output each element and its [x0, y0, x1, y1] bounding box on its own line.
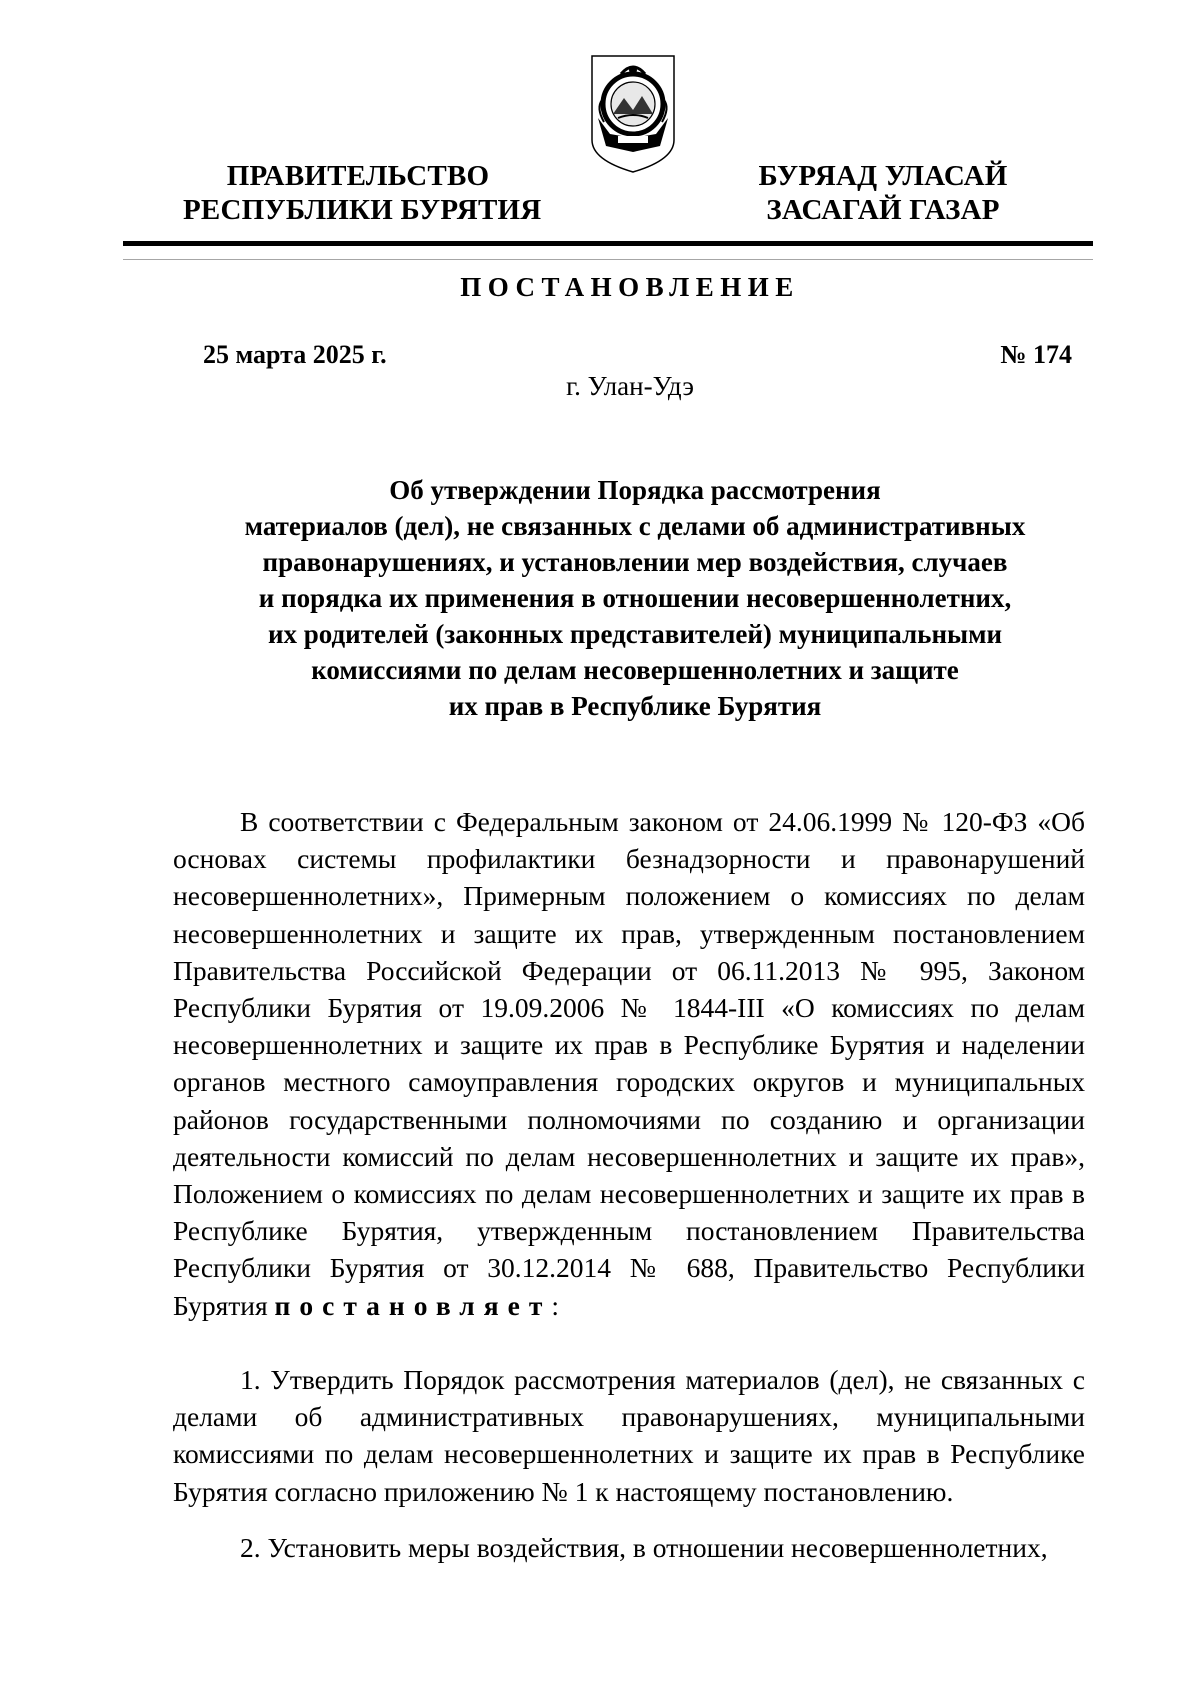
document-number: № 174 [1000, 340, 1072, 369]
title-line: их родителей (законных представителей) муниципальными [267, 619, 1003, 649]
government-name-ru [183, 159, 542, 227]
government-name-bua-line2: ЗАСАГАЙ ГАЗАР [766, 194, 1000, 226]
title-line: комиссиями по делам несовершеннолетних и защите [311, 655, 959, 685]
title-line: и порядка их применения в отношении несовершеннолетних, [258, 583, 1012, 613]
preamble-text: В соответствии с Федеральным законом от 24.06.1999 № 120-ФЗ «Об основах системы профилактики безнадзорности и правонарушений несовершеннолетних», Примерным положением о комиссиях по делам несовершеннолетних и защите их прав, утвержденным постановлением Правительства Российской Федерации от 06.11.2013 № 995, Законом Республики Бурятия от 19.09.2006 № 1844-III «О комиссиях по делам несовершеннолетних и защите их прав в Республике Бурятия и наделении органов местного самоуправления городских округов и муниципальных районов государственными полномочиями по созданию и организации деятельности комиссий по делам несовершеннолетних и защите их прав», Положением о комиссиях по делам несовершеннолетних и защите их прав в Республике Бурятия, утвержденным постановлением Правительства Республики Бурятия от 30.12.2014 № 688, Правительство Республики Бурятия [173, 806, 1085, 1321]
header-divider-thin [123, 259, 1093, 260]
coat-of-arms-icon [588, 52, 678, 176]
government-name-bua [738, 159, 1028, 227]
item-1-paragraph: 1. Утвердить Порядок рассмотрения материалов (дел), не связанных с делами об административных правонарушениях, муниципальными комиссиями по делам несовершеннолетних и защите их прав в Республике Бурятия согласно приложению № 1 к настоящему постановлению. [173, 1364, 1085, 1507]
preamble-paragraph [173, 803, 1085, 1324]
title-line: материалов (дел), не связанных с делами об административных [244, 511, 1026, 541]
title-line: Об утверждении Порядка рассмотрения [389, 475, 881, 505]
item-2-paragraph: 2. Установить меры воздействия, в отношении несовершеннолетних, [240, 1532, 1048, 1563]
title-line: правонарушениях, и установлении мер воздействия, случаев [262, 547, 1008, 577]
government-name-ru-line2: РЕСПУБЛИКИ БУРЯТИЯ [183, 194, 542, 226]
title-line: их прав в Республике Бурятия [448, 691, 822, 721]
document-type: ПОСТАНОВЛЕНИЕ [460, 272, 800, 302]
decree-word: постановляет [274, 1289, 552, 1321]
government-name-bua-line1: БУРЯАД УЛАСАЙ [758, 160, 1008, 192]
government-name-ru-line1: ПРАВИТЕЛЬСТВО [226, 160, 490, 192]
header-divider-thick [123, 241, 1093, 246]
document-date: 25 марта 2025 г. [203, 340, 387, 369]
decree-colon: : [551, 1289, 559, 1321]
document-title [170, 472, 1100, 724]
document-city: г. Улан-Удэ [566, 371, 694, 401]
